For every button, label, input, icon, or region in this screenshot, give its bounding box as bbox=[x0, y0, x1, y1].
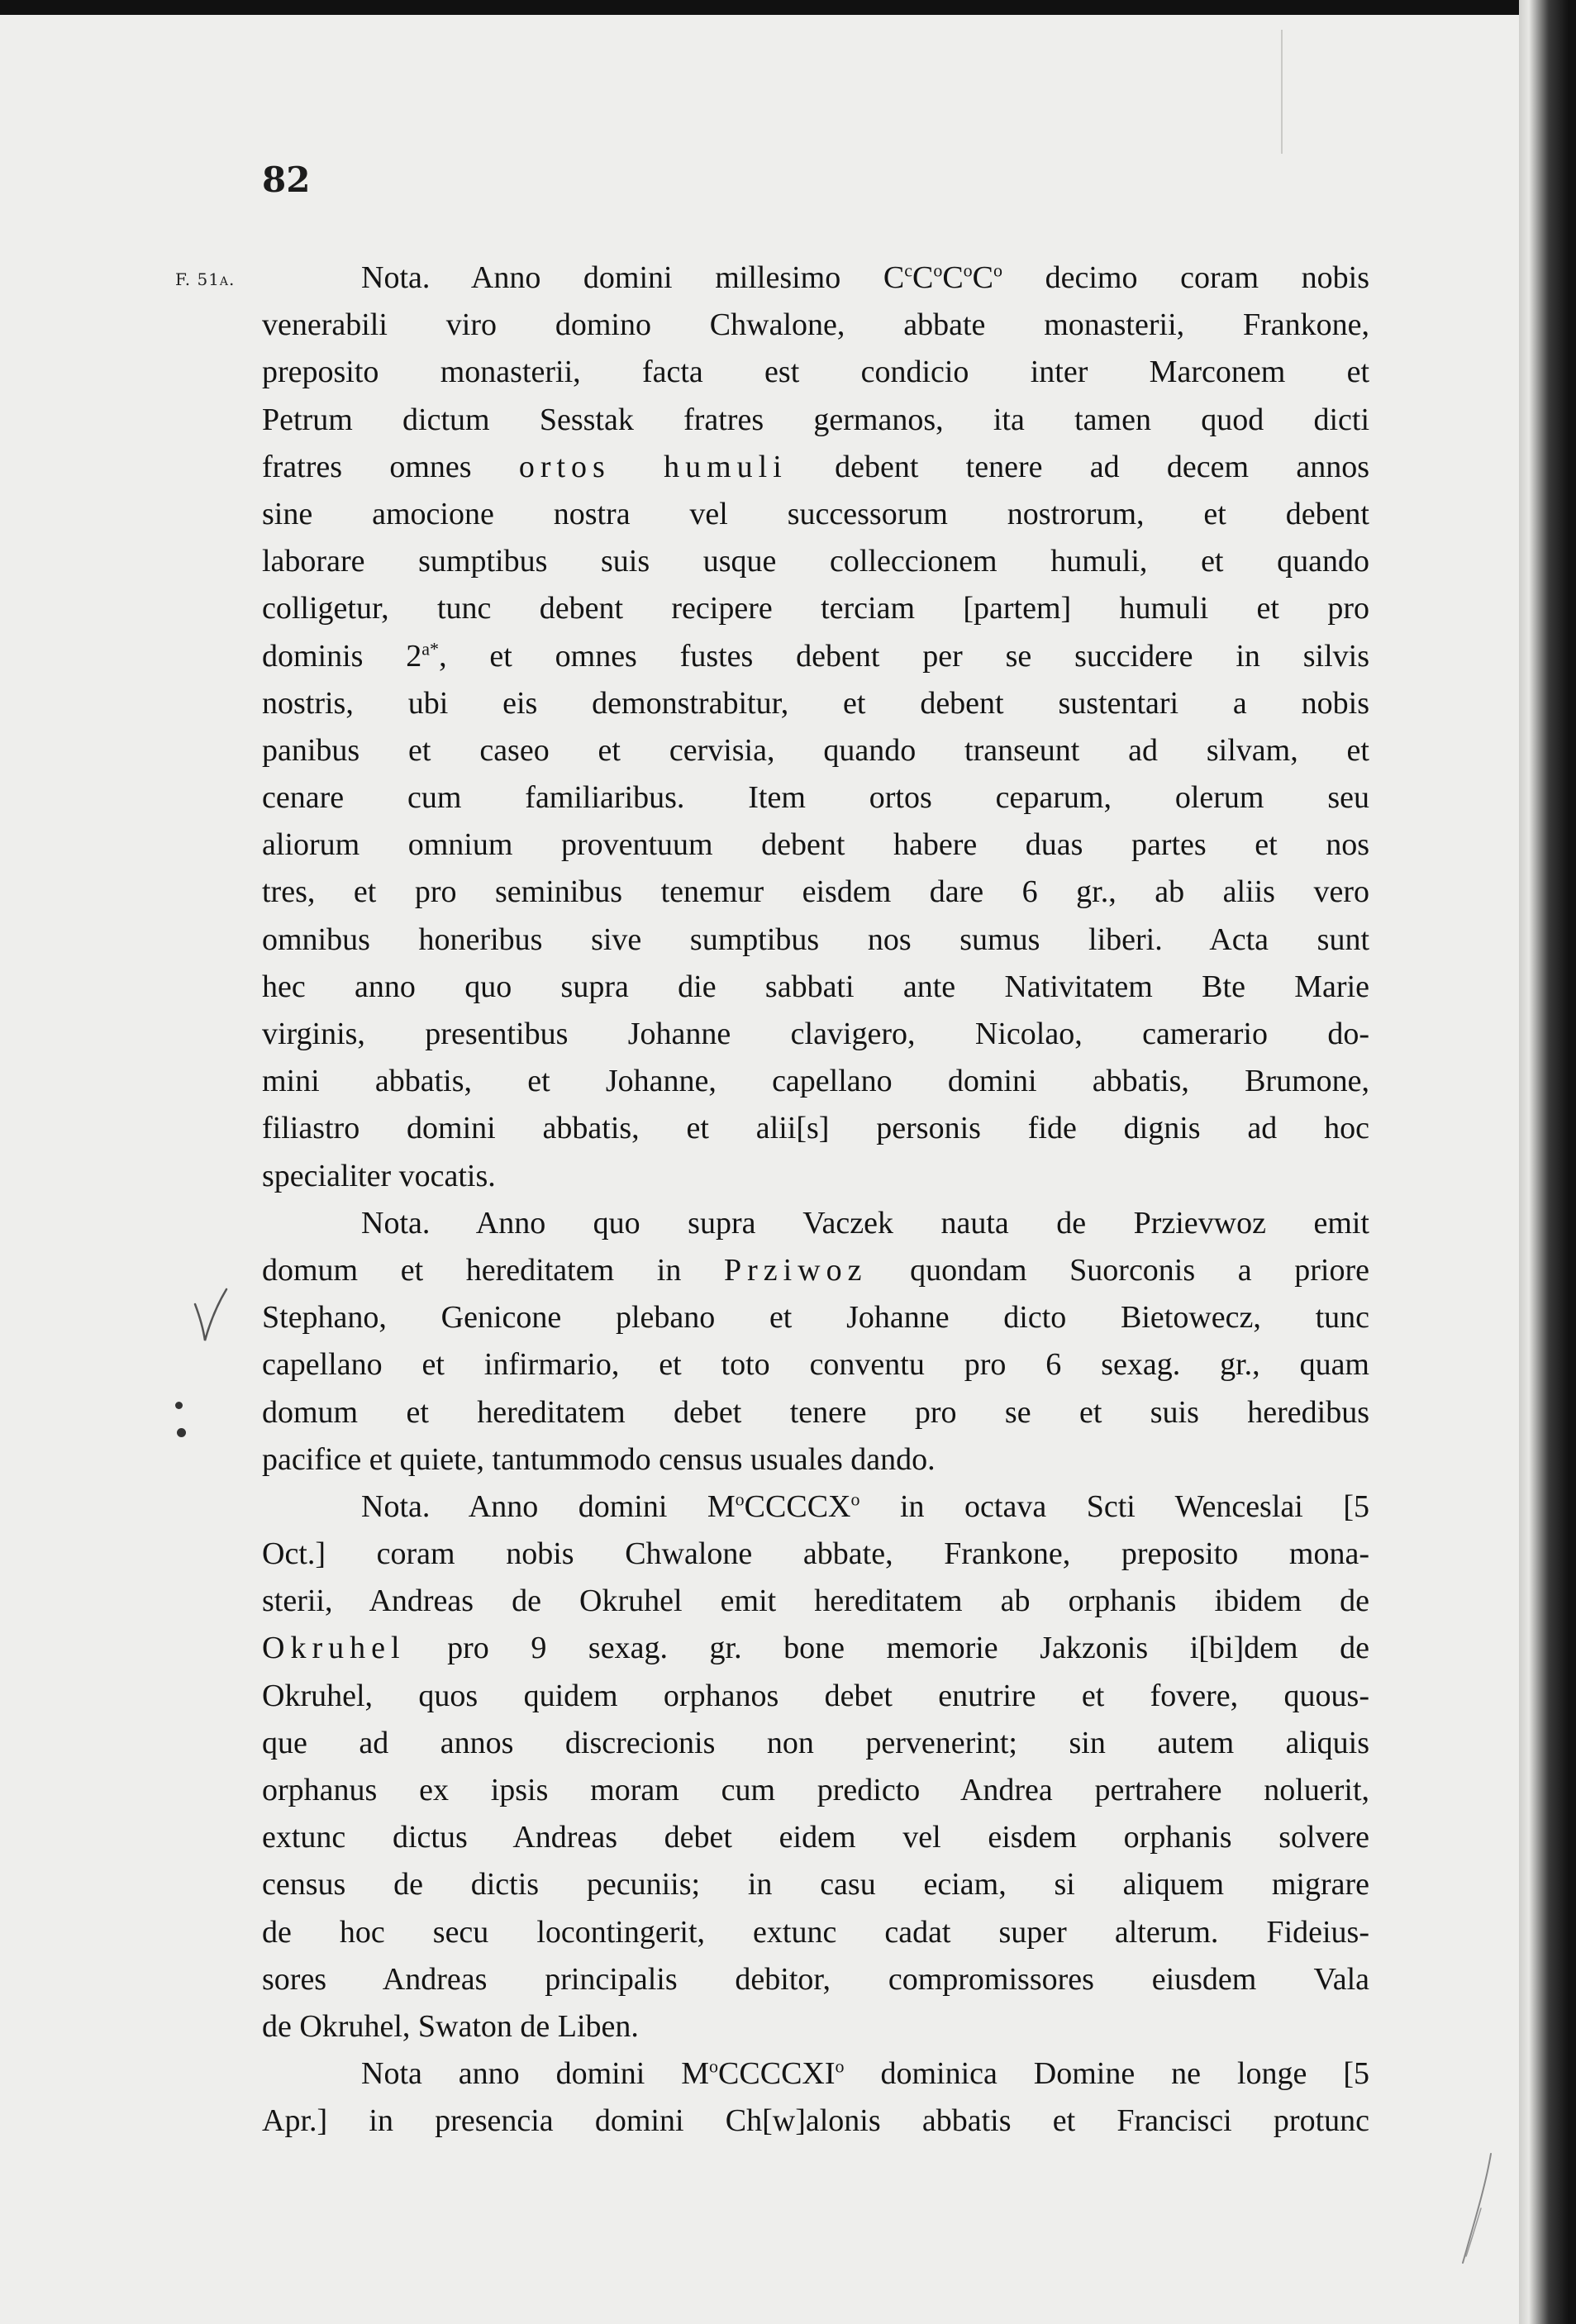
text-line: venerabili viro domino Chwalone, abbate monasterii, Frankone, bbox=[262, 307, 1369, 343]
body-text bbox=[262, 255, 1369, 2145]
ink-dot-icon bbox=[175, 1402, 183, 1409]
text-line: Oct.] coram nobis Chwalone abbate, Frankone, preposito mona- bbox=[262, 1536, 1369, 1572]
text-line: pacifice et quiete, tantummodo census usuales dando. bbox=[262, 1441, 936, 1477]
text-line: orphanus ex ipsis moram cum predicto Andrea pertrahere noluerit, bbox=[262, 1773, 1369, 1807]
pencil-mark-icon bbox=[1458, 2150, 1496, 2266]
text-line: Apr.] in presencia domini Ch[w]alonis abbatis et Francisci protunc bbox=[262, 2103, 1369, 2139]
text-line: que ad annos discrecionis non pervenerint; sin autem aliquis bbox=[262, 1725, 1369, 1760]
text-line: preposito monasterii, facta est condicio inter Marconem et bbox=[262, 355, 1369, 390]
text-line: Nota. Anno domini $M^oCCCCX^o$ in octava Scti Wenceslai [5 bbox=[361, 1488, 1369, 1524]
scan-edge bbox=[1519, 0, 1576, 2324]
text-line: colligetur, tunc debent recipere terciam [partem] humuli et pro bbox=[262, 591, 1369, 626]
text-line: sterii, Andreas de Okruhel emit hereditatem ab orphanis ibidem de bbox=[262, 1583, 1369, 1619]
text-line: census de dictis pecuniis; in casu eciam, si aliquem migrare bbox=[262, 1867, 1369, 1903]
text-line: Okruhel pro 9 sexag. gr. bone memorie Jakzonis i[bi]dem de bbox=[262, 1631, 1369, 1666]
text-line: mini abbatis, et Johanne, capellano domini abbatis, Brumone, bbox=[262, 1064, 1369, 1099]
text-line: aliorum omnium proventuum debent habere duas partes et nos bbox=[262, 827, 1369, 863]
text-line: Stephano, Genicone plebano et Johanne dicto Bietowecz, tunc bbox=[262, 1300, 1369, 1336]
text-line: virginis, presentibus Johanne clavigero, Nicolao, camerario do- bbox=[262, 1017, 1369, 1051]
text-line: sores Andreas principalis debitor, compromissores eiusdem Vala bbox=[262, 1961, 1369, 1997]
text-line: fratres omnes ortos humuli debent tenere ad decem annos bbox=[262, 449, 1369, 484]
text-line: nostris, ubi eis demonstrabitur, et debent sustentari a nobis bbox=[262, 685, 1369, 721]
text-line: panibus et caseo et cervisia, quando transeunt ad silvam, et bbox=[262, 732, 1369, 768]
text-line: de Okruhel, Swaton de Liben. bbox=[262, 2008, 639, 2044]
text-line: tres, et pro seminibus tenemur eisdem dare 6 gr., ab aliis vero bbox=[262, 874, 1369, 910]
text-line: Nota. Anno domini millesimo $C^cC^oC^oC^o$ decimo coram nobis bbox=[361, 260, 1370, 295]
text-line: hec anno quo supra die sabbati ante Nativitatem Bte Marie bbox=[262, 969, 1369, 1004]
ink-dot-icon bbox=[177, 1428, 186, 1437]
folio-reference: F. 51a. bbox=[175, 269, 236, 289]
document-page bbox=[0, 15, 1519, 2324]
text-line: domum et hereditatem in Prziwoz quondam Suorconis a priore bbox=[262, 1252, 1369, 1288]
text-line: filiastro domini abbatis, et alii[s] personis fide dignis ad hoc bbox=[262, 1111, 1369, 1146]
text-line: extunc dictus Andreas debet eidem vel eisdem orphanis solvere bbox=[262, 1820, 1369, 1855]
text-line: de hoc secu locontingerit, extunc cadat super alterum. Fideius- bbox=[262, 1914, 1369, 1950]
text-line: sine amocione nostra vel successorum nostrorum, et debent bbox=[262, 496, 1369, 531]
text-line: domum et hereditatem debet tenere pro se et suis heredibus bbox=[262, 1394, 1369, 1430]
scan-mark bbox=[1281, 30, 1283, 154]
text-line: specialiter vocatis. bbox=[262, 1158, 496, 1193]
text-line: laborare sumptibus suis usque colleccionem humuli, et quando bbox=[262, 544, 1369, 579]
text-line: cenare cum familiaribus. Item ortos ceparum, olerum seu bbox=[262, 780, 1369, 816]
text-line: dominis $2^{a*}$, et omnes fustes debent per se succidere in silvis bbox=[262, 637, 1369, 674]
page-number: 82 bbox=[262, 160, 311, 200]
text-line: capellano et infirmario, et toto conventu pro 6 sexag. gr., quam bbox=[262, 1347, 1369, 1383]
handwritten-check-icon bbox=[192, 1286, 228, 1344]
text-line: omnibus honeribus sive sumptibus nos sumus liberi. Acta sunt bbox=[262, 922, 1369, 957]
text-line: Petrum dictum Sesstak fratres germanos, ita tamen quod dicti bbox=[262, 402, 1369, 437]
text-line: Nota. Anno quo supra Vaczek nauta de Przievwoz emit bbox=[361, 1205, 1369, 1241]
text-line: Nota anno domini $M^oCCCCXI^o$ dominica Domine ne longe [5 bbox=[361, 2055, 1369, 2092]
text-line: Okruhel, quos quidem orphanos debet enutrire et fovere, quous- bbox=[262, 1678, 1369, 1713]
